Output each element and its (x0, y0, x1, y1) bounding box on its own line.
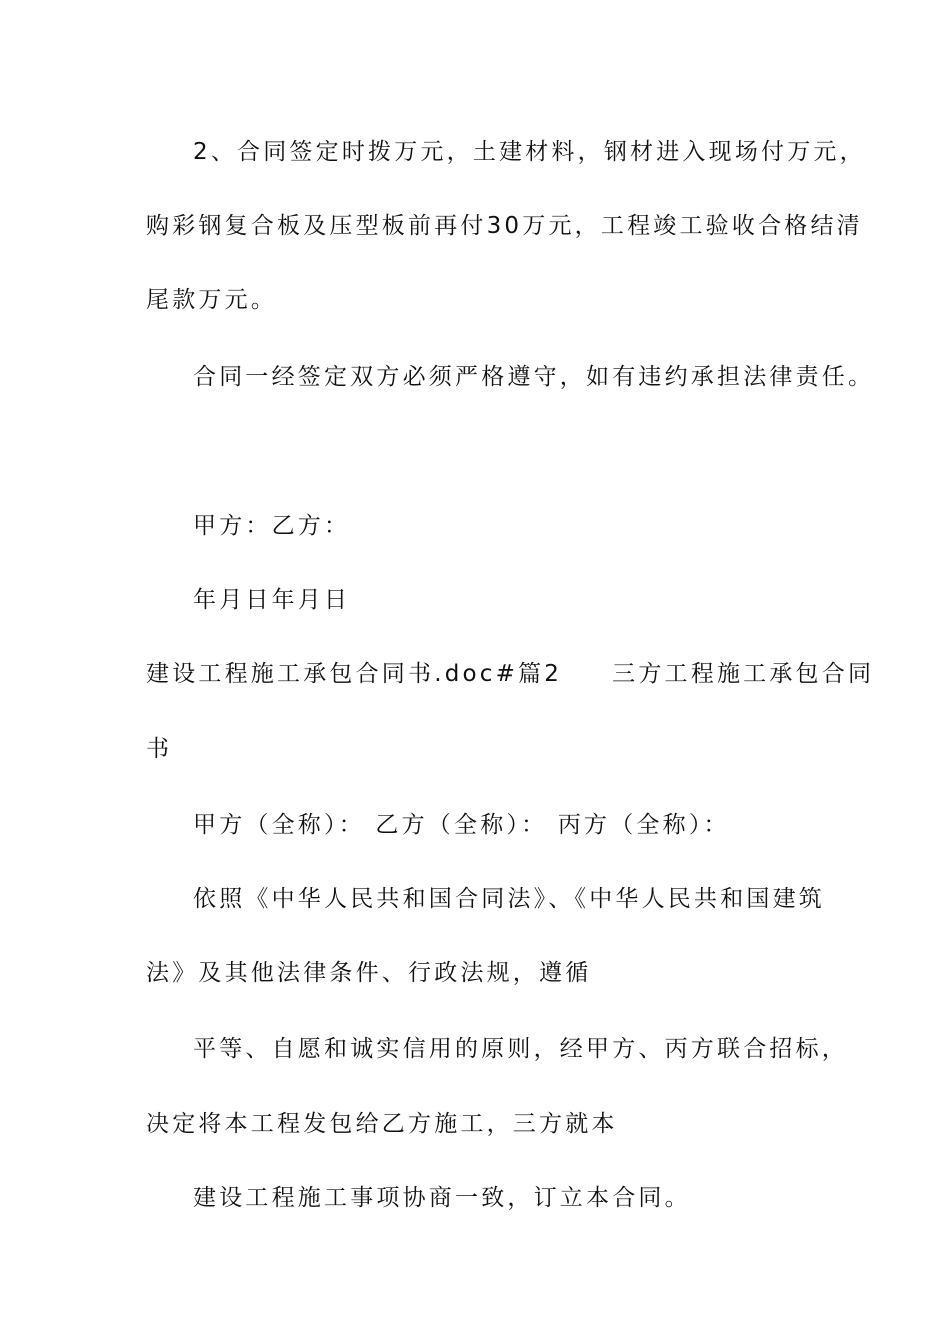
payment-clause-line-2: 购彩钢复合板及压型板前再付30万元，工程竣工验收合格结清 (146, 213, 863, 239)
payment-clause-line-3: 尾款万元。 (146, 287, 277, 313)
payment-clause-line-1: 2、合同签定时拨万元，土建材料，钢材进入现场付万元， (193, 139, 866, 165)
section-heading-continued: 书 (146, 736, 173, 762)
parties-line: 甲方（全称）： 乙方（全称）： 丙方（全称）： (193, 812, 730, 838)
principle-line-2: 决定将本工程发包给乙方施工，三方就本 (146, 1111, 618, 1137)
legal-basis-line-1: 依照《中华人民共和国合同法》、《中华人民共和国建筑 (193, 886, 825, 912)
principle-line-1: 平等、自愿和诚实信用的原则，经甲方、丙方联合招标， (193, 1036, 848, 1062)
section-heading-source: 建设工程施工承包合同书.doc#篇2 (146, 661, 563, 687)
obligation-clause: 合同一经签定双方必须严格遵守，如有违约承担法律责任。 (193, 364, 875, 390)
signature-parties: 甲方：乙方： (193, 513, 351, 539)
signature-dates: 年月日年月日 (193, 587, 351, 613)
legal-basis-line-2: 法》及其他法律条件、行政法规，遵循 (146, 960, 592, 986)
section-heading (146, 659, 874, 689)
agreement-line: 建设工程施工事项协商一致，订立本合同。 (193, 1185, 691, 1211)
section-heading-title: 三方工程施工承包合同 (612, 661, 875, 687)
